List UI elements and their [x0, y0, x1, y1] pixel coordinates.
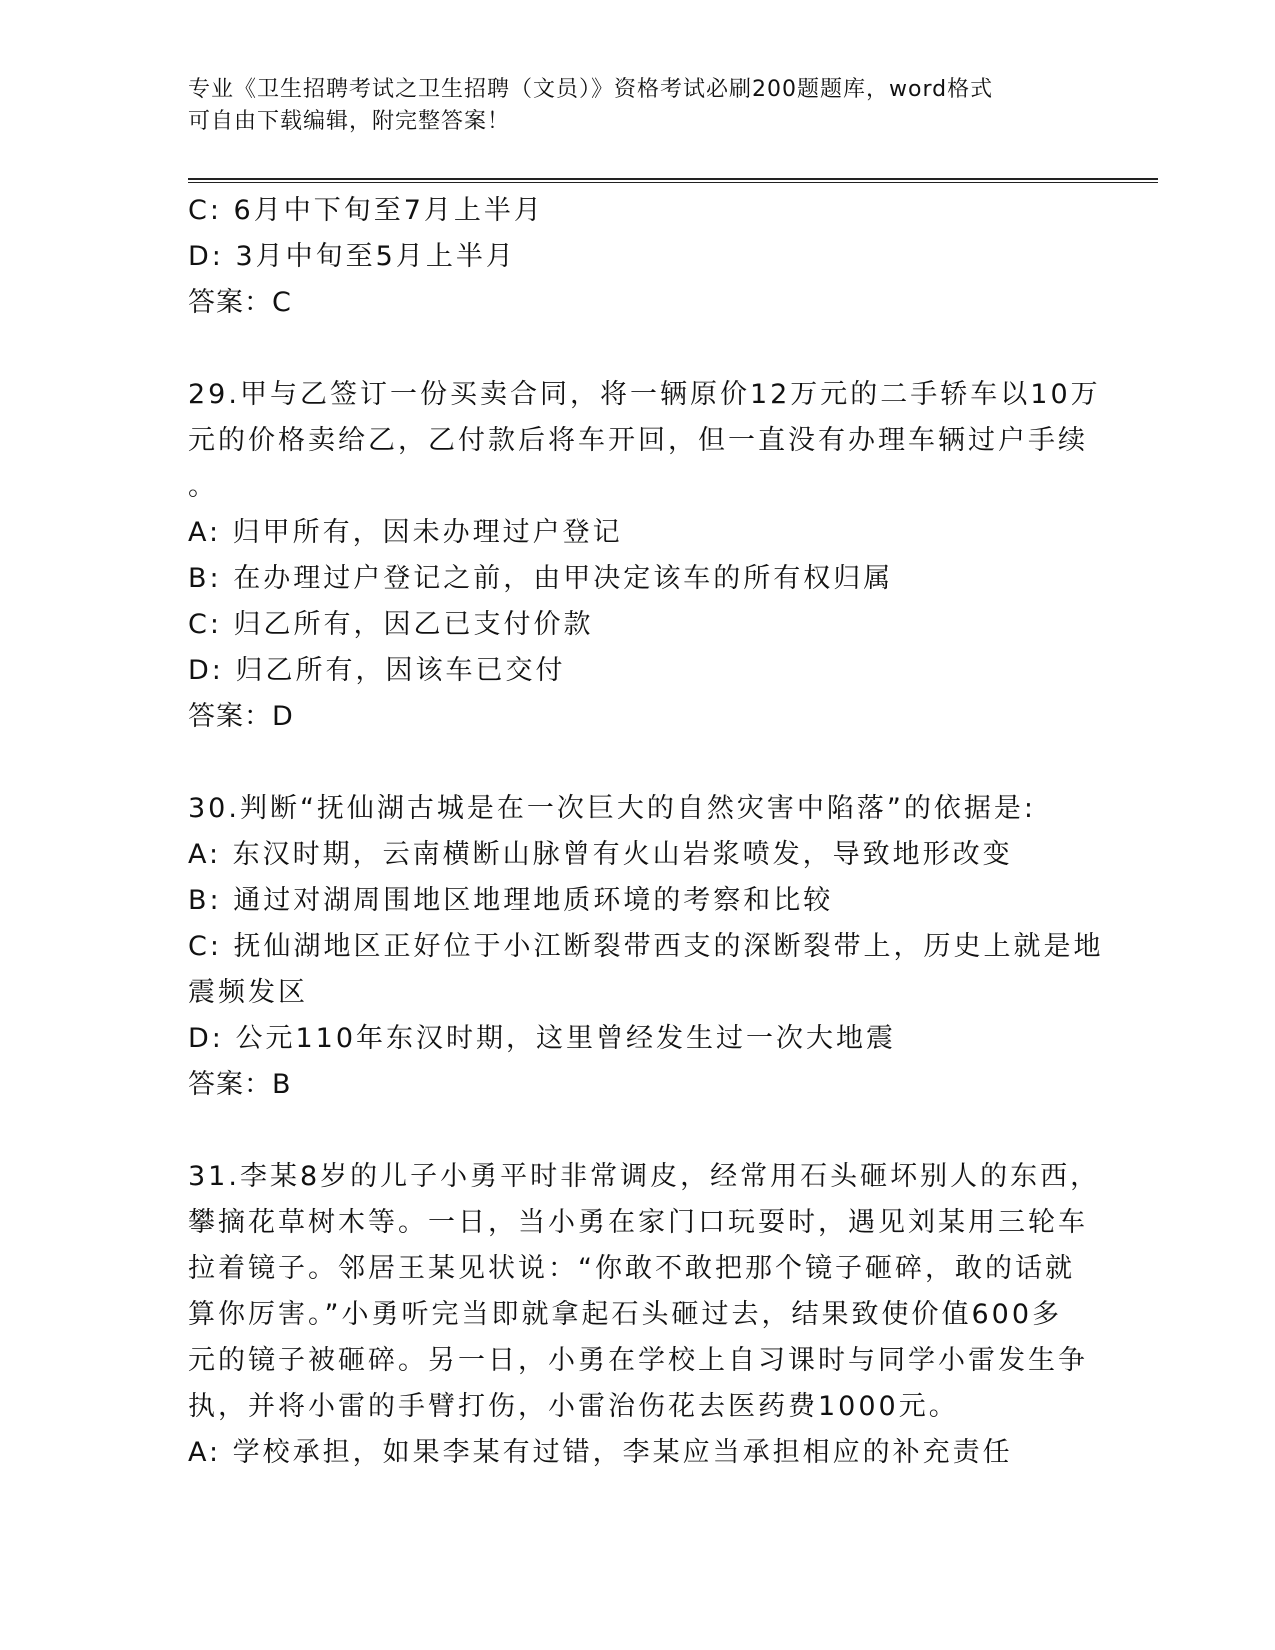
- answer-line: 答案：D: [188, 701, 294, 732]
- document-body: [188, 188, 1104, 1476]
- question-29: [188, 372, 1101, 740]
- option-a: A: 东汉时期，云南横断山脉曾有火山岩浆喷发，导致地形改变: [188, 839, 1013, 870]
- answer-line: 答案：B: [188, 1069, 292, 1100]
- option-c-continued: 震频发区: [188, 977, 308, 1008]
- option-c: C: 6月中下旬至7月上半月: [188, 195, 544, 226]
- header-line: 专业《卫生招聘考试之卫生招聘（文员）》资格考试必刷200题题库，word格式: [188, 77, 994, 102]
- question-stem: 30.判断“抚仙湖古城是在一次巨大的自然灾害中陷落”的依据是:: [188, 793, 1037, 824]
- answer-line: 答案：C: [188, 287, 292, 318]
- question-stem: 执，并将小雷的手臂打伤，小雷治伤花去医药费1000元。: [188, 1391, 959, 1422]
- question-stem: 元的价格卖给乙，乙付款后将车开回，但一直没有办理车辆过户手续: [188, 425, 1088, 456]
- question-stem: 攀摘花草树木等。一日，当小勇在家门口玩耍时，遇见刘某用三轮车: [188, 1207, 1088, 1238]
- header-divider: [188, 178, 1158, 183]
- option-c: C: 抚仙湖地区正好位于小江断裂带西支的深断裂带上，历史上就是地: [188, 931, 1104, 962]
- option-d: D: 归乙所有，因该车已交付: [188, 655, 566, 686]
- question-30: [188, 786, 1104, 1108]
- question-stem: 算你厉害。”小勇听完当即就拿起石头砸过去，结果致使价值600多: [188, 1299, 1063, 1330]
- question-stem: 。: [188, 471, 218, 502]
- option-b: B: 通过对湖周围地区地理地质环境的考察和比较: [188, 885, 834, 916]
- question-stem: 元的镜子被砸碎。另一日，小勇在学校上自习课时与同学小雷发生争: [188, 1345, 1088, 1376]
- option-c: C: 归乙所有，因乙已支付价款: [188, 609, 594, 640]
- option-b: B: 在办理过户登记之前，由甲决定该车的所有权归属: [188, 563, 894, 594]
- page-header: [188, 74, 1068, 138]
- question-31: [188, 1154, 1101, 1476]
- option-d: D: 公元110年东汉时期，这里曾经发生过一次大地震: [188, 1023, 897, 1054]
- spacer: [188, 740, 1068, 786]
- spacer: [188, 1108, 1068, 1154]
- option-d: D: 3月中旬至5月上半月: [188, 241, 516, 272]
- question-prev: [188, 188, 1068, 326]
- question-stem: 29.甲与乙签订一份买卖合同，将一辆原价12万元的二手轿车以10万: [188, 379, 1101, 410]
- option-a: A: 归甲所有，因未办理过户登记: [188, 517, 623, 548]
- header-line: 可自由下载编辑，附完整答案！: [188, 109, 511, 134]
- option-a: A: 学校承担，如果李某有过错，李某应当承担相应的补充责任: [188, 1437, 1013, 1468]
- spacer: [188, 326, 1068, 372]
- question-stem: 拉着镜子。邻居王某见状说：“你敢不敢把那个镜子砸碎，敢的话就: [188, 1253, 1075, 1284]
- question-stem: 31.李某8岁的儿子小勇平时非常调皮，经常用石头砸坏别人的东西，: [188, 1161, 1101, 1192]
